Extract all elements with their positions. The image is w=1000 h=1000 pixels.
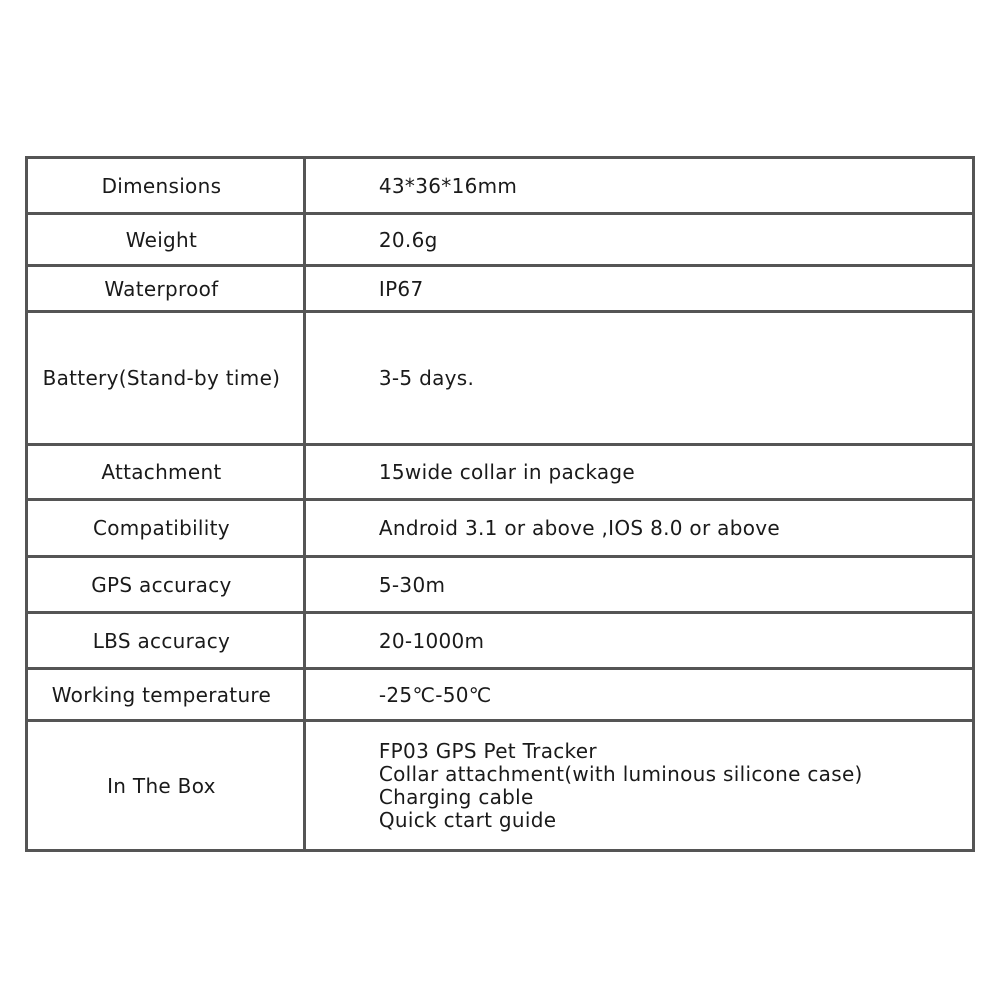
spec-value-cell <box>304 158 973 214</box>
spec-label-cell <box>27 266 305 312</box>
spec-value: 43*36*16mm <box>378 173 518 198</box>
spec-label: Weight <box>125 227 198 252</box>
spec-label-cell <box>27 214 305 266</box>
spec-value: -25℃-50℃ <box>378 682 492 707</box>
spec-row-attachment <box>27 445 974 500</box>
spec-row-in-the-box <box>27 721 974 851</box>
spec-label: In The Box <box>107 773 216 798</box>
spec-label: LBS accuracy <box>92 628 231 653</box>
box-item: Collar attachment(with luminous silicone case) <box>378 761 863 786</box>
spec-label-cell <box>27 557 305 613</box>
spec-value-cell <box>304 214 973 266</box>
spec-row-working-temperature <box>27 669 974 721</box>
spec-value-cell <box>304 445 973 500</box>
spec-value-cell <box>304 500 973 557</box>
spec-value-cell <box>304 266 973 312</box>
spec-value-cell <box>304 669 973 721</box>
spec-label: Working temperature <box>51 682 272 707</box>
box-item: Quick ctart guide <box>378 807 557 832</box>
spec-value-cell <box>304 721 973 851</box>
spec-label: Compatibility <box>92 516 230 540</box>
spec-label: GPS accuracy <box>91 572 232 597</box>
spec-label: Dimensions <box>101 173 222 198</box>
spec-row-compatibility <box>27 500 974 557</box>
spec-label-cell <box>27 669 305 721</box>
spec-label: Waterproof <box>104 276 219 301</box>
spec-table <box>25 156 975 852</box>
spec-value: 20.6g <box>378 227 438 252</box>
box-contents-list <box>306 740 972 832</box>
spec-row-gps-accuracy <box>27 557 974 613</box>
spec-value: 3-5 days. <box>378 366 475 390</box>
spec-label: Battery(Stand-by time) <box>42 366 281 390</box>
spec-row-waterproof <box>27 266 974 312</box>
spec-label-cell <box>27 445 305 500</box>
spec-row-dimensions <box>27 158 974 214</box>
spec-value-cell <box>304 557 973 613</box>
spec-label-cell <box>27 613 305 669</box>
box-item: Charging cable <box>378 784 534 809</box>
spec-row-battery <box>27 312 974 445</box>
spec-value: 20-1000m <box>378 628 485 653</box>
spec-label-cell <box>27 721 305 851</box>
spec-value: IP67 <box>378 276 424 301</box>
spec-label-cell <box>27 158 305 214</box>
spec-row-lbs-accuracy <box>27 613 974 669</box>
spec-value: 15wide collar in package <box>378 460 636 484</box>
spec-value-cell <box>304 613 973 669</box>
spec-value: Android 3.1 or above ,IOS 8.0 or above <box>378 516 780 540</box>
spec-label-cell <box>27 500 305 557</box>
spec-value: 5-30m <box>378 572 446 597</box>
box-item: FP03 GPS Pet Tracker <box>378 738 597 763</box>
spec-value-cell <box>304 312 973 445</box>
spec-row-weight <box>27 214 974 266</box>
spec-label-cell <box>27 312 305 445</box>
spec-label: Attachment <box>101 460 222 484</box>
